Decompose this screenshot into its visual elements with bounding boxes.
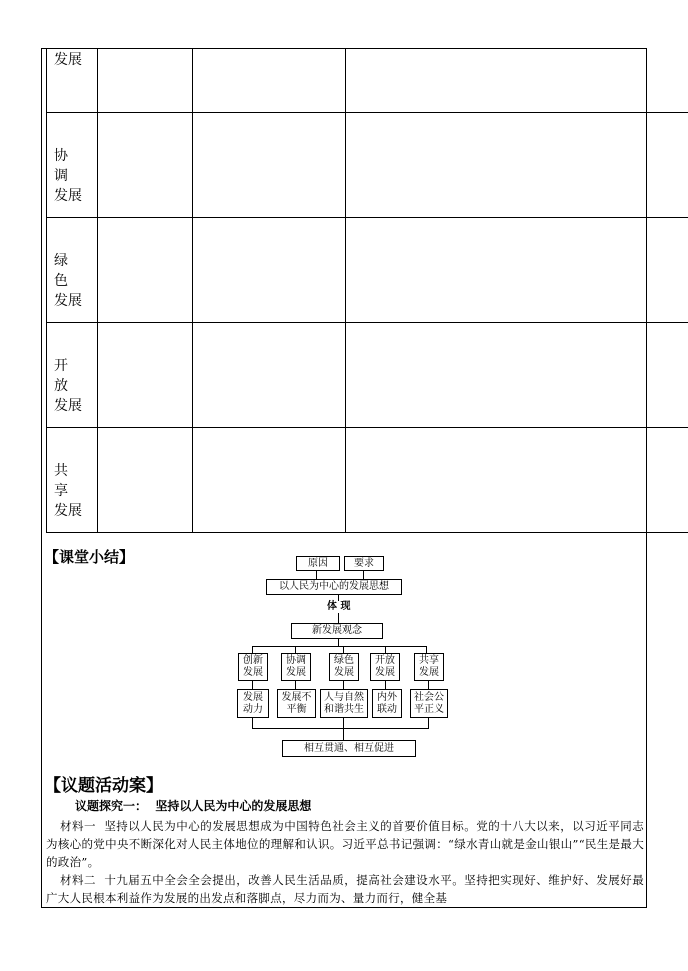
diagram-line [252, 728, 429, 729]
diagram-line [343, 646, 344, 653]
diagram-box-reason: 原因 [296, 556, 340, 571]
table-row-label [54, 356, 94, 416]
diagram-line [385, 646, 386, 653]
diagram-box-level1: 开放 发展 [370, 653, 400, 681]
row-label-line: 共享 [54, 463, 77, 499]
diagram-connector-label: 体 现 [327, 601, 351, 612]
table-row-line-top [41, 48, 647, 49]
diagram-box-level2: 内外 联动 [372, 689, 402, 718]
diagram-line [343, 681, 344, 689]
diagram-line [295, 646, 296, 653]
material-two-paragraph [46, 871, 644, 907]
table-col-line-1 [97, 48, 98, 532]
material-two-label: 材料二 [60, 873, 96, 887]
row-label-line: 发展 [54, 52, 82, 68]
table-row-line-3 [46, 322, 688, 323]
diagram-box-bottom: 相互贯通、相互促进 [282, 740, 416, 757]
row-label-line: 发展 [54, 188, 82, 204]
outer-border-left [41, 48, 42, 908]
table-row-label [54, 251, 94, 311]
activity-heading: 【议题活动案】 [44, 776, 163, 796]
diagram-box-level1: 创新 发展 [238, 653, 268, 681]
table-col-line-3 [345, 48, 346, 532]
row-label-line: 开放 [54, 358, 77, 394]
table-row-label [54, 146, 94, 206]
summary-diagram [228, 553, 458, 763]
row-label-line: 发展 [54, 293, 82, 309]
diagram-box-level2: 社会公 平正义 [410, 689, 448, 718]
diagram-box-level1: 共享 发展 [414, 653, 444, 681]
row-label-line: 协调 [54, 148, 77, 184]
activity-subheading: 议题探究一： 坚持以人民为中心的发展思想 [75, 799, 312, 813]
row-label-line: 绿色 [54, 253, 77, 289]
diagram-line [252, 681, 253, 689]
outer-border-right [646, 532, 647, 908]
diagram-box-requirement: 要求 [344, 556, 384, 571]
diagram-line [338, 639, 339, 646]
material-two-text: 十九届五中全会全会提出，改善人民生活品质，提高社会建设水平。坚持把实现好、维护好、发展好最广大人民根本利益作为发展的出发点和落脚点，尽力而为、量力而行，健全基 [46, 873, 644, 905]
table-row-line-5 [46, 532, 688, 533]
diagram-line [295, 681, 296, 689]
diagram-box-level1: 协调 发展 [281, 653, 311, 681]
diagram-line [252, 646, 426, 647]
diagram-box-level2: 人与自然 和谐共生 [320, 689, 368, 718]
row-label-line: 发展 [54, 503, 82, 519]
diagram-line [252, 646, 253, 653]
table-col-line-2 [192, 48, 193, 532]
table-row-label [54, 50, 94, 70]
diagram-box-center: 以人民为中心的发展思想 [266, 579, 402, 595]
row-label-line: 发展 [54, 398, 82, 414]
diagram-box-level2: 发展 动力 [237, 689, 269, 718]
diagram-line [385, 681, 386, 689]
diagram-line [343, 718, 344, 740]
diagram-line [426, 646, 427, 653]
material-one-text: 坚持以人民为中心的发展思想成为中国特色社会主义的首要价值目标。党的十八大以来，以习近平同志为核心的党中央不断深化对人民主体地位的理解和认识。习近平总书记强调：“绿水青山就是金山银山”“民生是最大的政治”。 [46, 819, 644, 869]
table-row-label [54, 461, 94, 521]
outer-border-bottom [41, 907, 647, 908]
material-one-label: 材料一 [60, 819, 96, 833]
material-one-paragraph [46, 817, 644, 871]
diagram-line [428, 681, 429, 689]
diagram-box-concept: 新发展观念 [291, 623, 383, 639]
table-border-left [46, 48, 47, 532]
table-row-line-1 [46, 112, 688, 113]
table-col-line-4 [646, 48, 647, 532]
diagram-box-level1: 绿色 发展 [329, 653, 359, 681]
diagram-line [428, 718, 429, 728]
diagram-line [252, 718, 253, 728]
table-row-line-4 [46, 427, 688, 428]
table-row-line-2 [46, 217, 688, 218]
summary-heading: 【课堂小结】 [44, 548, 135, 566]
diagram-box-level2: 发展不 平衡 [277, 689, 316, 718]
diagram-line [363, 571, 364, 579]
diagram-line [316, 571, 317, 579]
